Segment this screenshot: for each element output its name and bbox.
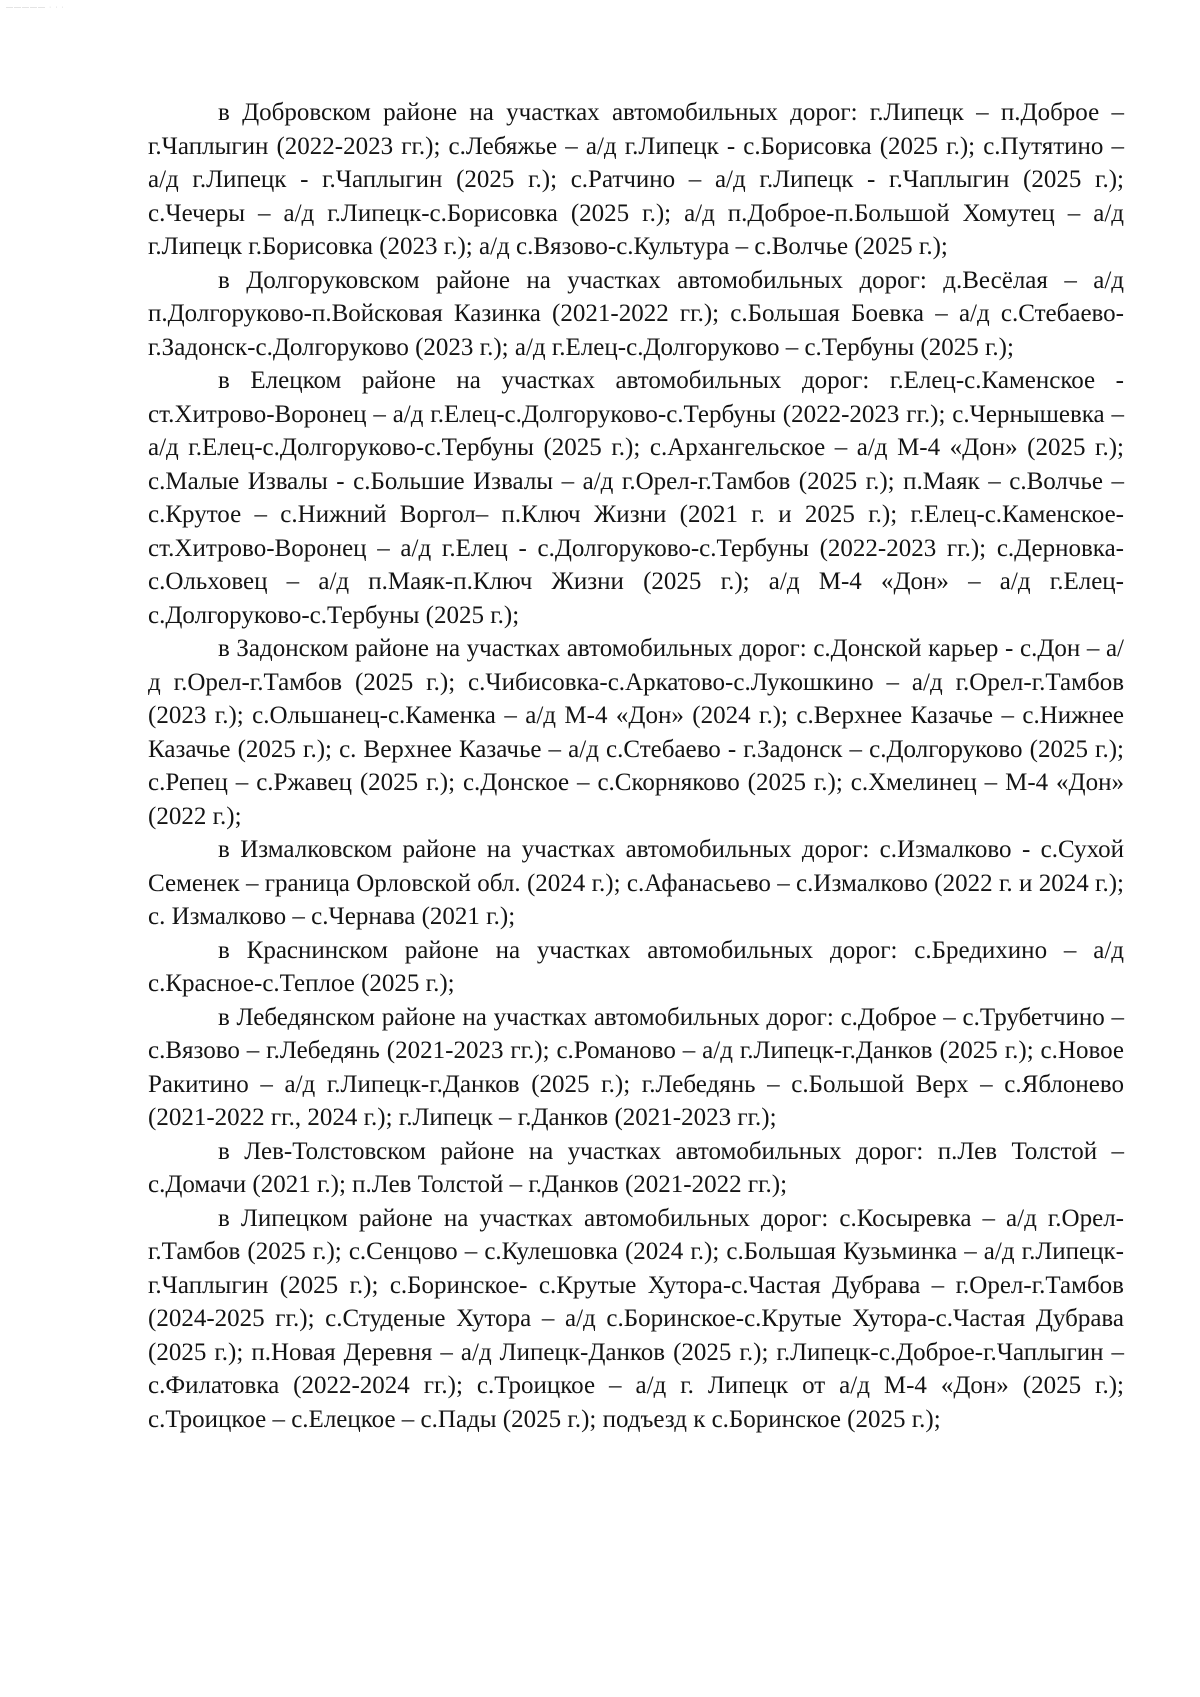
document-page [148,96,1124,1436]
paragraph-lev-tolstovsky-district: в Лев-Толстовском районе на участках автомобильных дорог: п.Лев Толстой – с.Домачи (2021 г.); п.Лев Толстой – г.Данков (2021-2022 гг.); [148,1137,1124,1198]
paragraph-lipetsky-district: в Липецком районе на участках автомобильных дорог: с.Косыревка – а/д г.Орел-г.Тамбов (2025 г.); с.Сенцово – с.Кулешовка (2024 г.); с.Большая Кузьминка – а/д г.Липецк-г.Чаплыгин (2025 г.); с.Боринское- с.Крутые Хутора-с.Частая Дубрава – г.Орел-г.Тамбов (2024-2025 гг.); с.Студеные Хутора – а/д с.Боринское-с.Крутые Хутора-с.Частая Дубрава (2025 г.); п.Новая Деревня – а/д Липецк-Данков (2025 г.); г.Липецк-с.Доброе-г.Чаплыгин – с.Филатовка (2022-2024 гг.); с.Троицкое – а/д г. Липецк от а/д М-4 «Дон» (2025 г.); с.Троицкое – с.Елецкое – с.Пады (2025 г.); подъезд к с.Боринское (2025 г.); [148,1204,1124,1433]
paragraph-izmalkovsky-district: в Измалковском районе на участках автомобильных дорог: с.Измалково - с.Сухой Семенек – граница Орловской обл. (2024 г.); с.Афанасьево – с.Измалково (2022 г. и 2024 г.); с. Измалково – с.Чернава (2021 г.); [148,836,1124,930]
paragraph-krasninsky-district: в Краснинском районе на участках автомобильных дорог: с.Бредихино – а/д с.Красное-с.Теплое (2025 г.); [148,936,1124,997]
paragraph-dobrovsky-district: в Добровском районе на участках автомобильных дорог: г.Липецк – п.Доброе – г.Чаплыгин (2022-2023 гг.); с.Лебяжье – а/д г.Липецк - с.Борисовка (2025 г.); с.Путятино – а/д г.Липецк - г.Чаплыгин (2025 г.); с.Ратчино – а/д г.Липецк - г.Чаплыгин (2025 г.); с.Чечеры – а/д г.Липецк-с.Борисовка (2025 г.); а/д п.Доброе-п.Большой Хомутец – а/д г.Липецк г.Борисовка (2023 г.); а/д с.Вязово-с.Культура – с.Волчье (2025 г.); [148,99,1124,260]
scan-header-mark: ————— · · · [6,4,65,11]
paragraph-lebedyansky-district: в Лебедянском районе на участках автомобильных дорог: с.Доброе – с.Трубетчино – с.Вязово – г.Лебедянь (2021-2023 гг.); с.Романово – а/д г.Липецк-г.Данков (2025 г.); с.Новое Ракитино – а/д г.Липецк-г.Данков (2025 г.); г.Лебедянь – с.Большой Верх – с.Яблонево (2021-2022 гг., 2024 г.); г.Липецк – г.Данков (2021-2023 гг.); [148,1003,1124,1131]
paragraph-dolgorukovsky-district: в Долгоруковском районе на участках автомобильных дорог: д.Весёлая – а/д п.Долгоруково-п.Войсковая Казинка (2021-2022 гг.); с.Большая Боевка – а/д с.Стебаево-г.Задонск-с.Долгоруково (2023 г.); а/д г.Елец-с.Долгоруково – с.Тербуны (2025 г.); [148,266,1124,361]
paragraph-yeletsky-district: в Елецком районе на участках автомобильных дорог: г.Елец-с.Каменское - ст.Хитрово-Воронец – а/д г.Елец-с.Долгоруково-с.Тербуны (2022-2023 гг.); с.Чернышевка – а/д г.Елец-с.Долгоруково-с.Тербуны (2025 г.); с.Архангельское – а/д М-4 «Дон» (2025 г.); с.Малые Извалы - с.Большие Извалы – а/д г.Орел-г.Тамбов (2025 г.); п.Маяк – с.Волчье – с.Крутое – с.Нижний Воргол– п.Ключ Жизни (2021 г. и 2025 г.); г.Елец-с.Каменское-ст.Хитрово-Воронец – а/д г.Елец - с.Долгоруково-с.Тербуны (2022-2023 гг.); с.Дерновка-с.Ольховец – а/д п.Маяк-п.Ключ Жизни (2025 г.); а/д М-4 «Дон» – а/д г.Елец-с.Долгоруково-с.Тербуны (2025 г.); [148,367,1124,629]
paragraph-zadonsky-district: в Задонском районе на участках автомобильных дорог: с.Донской карьер - с.Дон – а/д г.Орел-г.Тамбов (2025 г.); с.Чибисовка-с.Аркатово-с.Лукошкино – а/д г.Орел-г.Тамбов (2023 г.); с.Ольшанец-с.Каменка – а/д М-4 «Дон» (2024 г.); с.Верхнее Казачье – с.Нижнее Казачье (2025 г.); с. Верхнее Казачье – а/д с.Стебаево - г.Задонск – с.Долгоруково (2025 г.); с.Репец – с.Ржавец (2025 г.); с.Донское – с.Скорняково (2025 г.); с.Хмелинец – М-4 «Дон» (2022 г.); [148,635,1124,830]
